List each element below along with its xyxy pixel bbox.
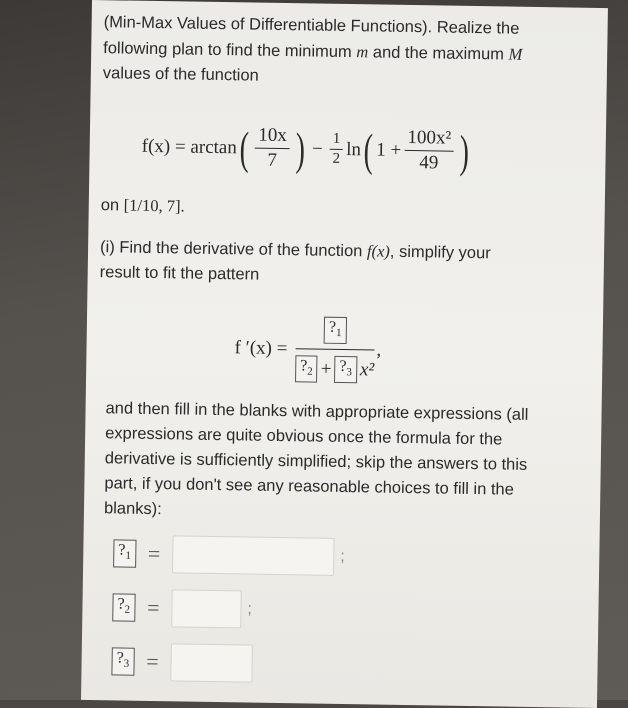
max-symbol: M (508, 44, 523, 64)
answer-label-sub: 2 (124, 604, 131, 617)
derivative-comma: , (376, 339, 382, 361)
paren-open-1: ( (239, 121, 250, 173)
interval-line (101, 192, 185, 219)
blank-3-q: ? (339, 358, 347, 376)
answer-input-1[interactable] (172, 535, 335, 576)
paren-open-2: ( (363, 123, 374, 175)
blank-3-sub: 3 (346, 366, 353, 379)
part-i-text: (i) Find the derivative of the function (99, 238, 368, 261)
derivative-numerator (295, 315, 375, 350)
answer-row-3 (111, 642, 253, 682)
answer-row-2 (112, 588, 252, 628)
blank-1-box (324, 317, 347, 345)
equals-sign: = (146, 594, 160, 621)
instructions-line-4: part, if you don't see any reasonable choices to fill in the (104, 474, 514, 499)
function-formula (141, 123, 472, 175)
instructions-line-5: blanks): (103, 499, 162, 519)
minus-sign: − (311, 137, 323, 160)
answer-label-2 (112, 594, 135, 622)
equals-sign: = (147, 540, 161, 567)
plus-sign: + (320, 358, 332, 380)
fraction-denominator: 7 (267, 149, 278, 171)
formula-lhs: f(x) = arctan (141, 135, 237, 158)
intro-line-2-mid: and the maximum (368, 43, 509, 64)
answer-label-q: ? (118, 541, 126, 559)
blank-1-sub: 1 (335, 327, 342, 340)
min-symbol: m (356, 42, 369, 62)
half-denominator: 2 (332, 150, 341, 167)
derivative-pattern (234, 314, 382, 384)
equals-sign: = (146, 648, 159, 675)
derivative-lhs: f ′(x) = (234, 336, 288, 359)
paren-close-2: ) (459, 125, 470, 177)
answer-label-q: ? (116, 649, 124, 667)
fraction-10x-7 (255, 125, 290, 173)
instructions-line-2: expressions are quite obvious once the formula for the (105, 424, 503, 449)
derivative-fraction (295, 315, 375, 384)
worksheet-page (81, 0, 608, 708)
blank-2-box (295, 355, 318, 383)
intro-line-2-text: following plan to find the minimum (103, 39, 357, 62)
semicolon: ; (340, 547, 345, 566)
semicolon: ; (247, 600, 253, 618)
blank-2-q: ? (300, 357, 308, 375)
answer-input-3[interactable] (170, 643, 253, 682)
x-squared: x² (359, 359, 375, 381)
ln-operator: ln (346, 138, 362, 160)
instructions-line-1: and then fill in the blanks with appropriate expressions (all (105, 399, 529, 424)
answer-label-sub: 1 (125, 550, 131, 563)
intro-paragraph (103, 10, 523, 93)
part-i-paragraph (100, 234, 491, 291)
half-numerator: 1 (330, 131, 344, 150)
function-symbol: f(x) (366, 241, 391, 261)
interval-on: on (100, 196, 124, 215)
derivative-denominator (295, 349, 375, 383)
instructions-paragraph (104, 396, 529, 528)
interval-range: [1/10, 7]. (123, 195, 185, 216)
fraction-numerator: 100x² (404, 127, 454, 152)
answer-label-sub: 3 (123, 658, 130, 671)
intro-line-3: values of the function (102, 64, 259, 85)
one-plus: 1 + (376, 138, 402, 161)
answer-label-1 (113, 540, 136, 568)
paren-close-1: ) (295, 122, 306, 174)
fraction-denominator: 49 (419, 152, 439, 174)
part-i-line-2: result to fit the pattern (99, 263, 260, 284)
answer-label-3 (111, 648, 134, 676)
blank-2-sub: 2 (307, 365, 313, 378)
part-i-text-end: , simplify your (389, 242, 491, 263)
intro-line-1: (Min-Max Values of Differentiable Functions). Realize the (103, 13, 520, 38)
fraction-numerator: 10x (255, 125, 290, 150)
answer-label-q: ? (117, 595, 125, 613)
blank-3-box (334, 356, 357, 384)
instructions-line-3: derivative is sufficiently simplified; skip the answers to this (104, 449, 528, 474)
fraction-one-half (329, 131, 343, 168)
blank-1-q: ? (328, 318, 337, 336)
answer-input-2[interactable] (171, 589, 242, 628)
fraction-100x2-49 (404, 127, 454, 175)
answer-row-1 (113, 534, 345, 576)
